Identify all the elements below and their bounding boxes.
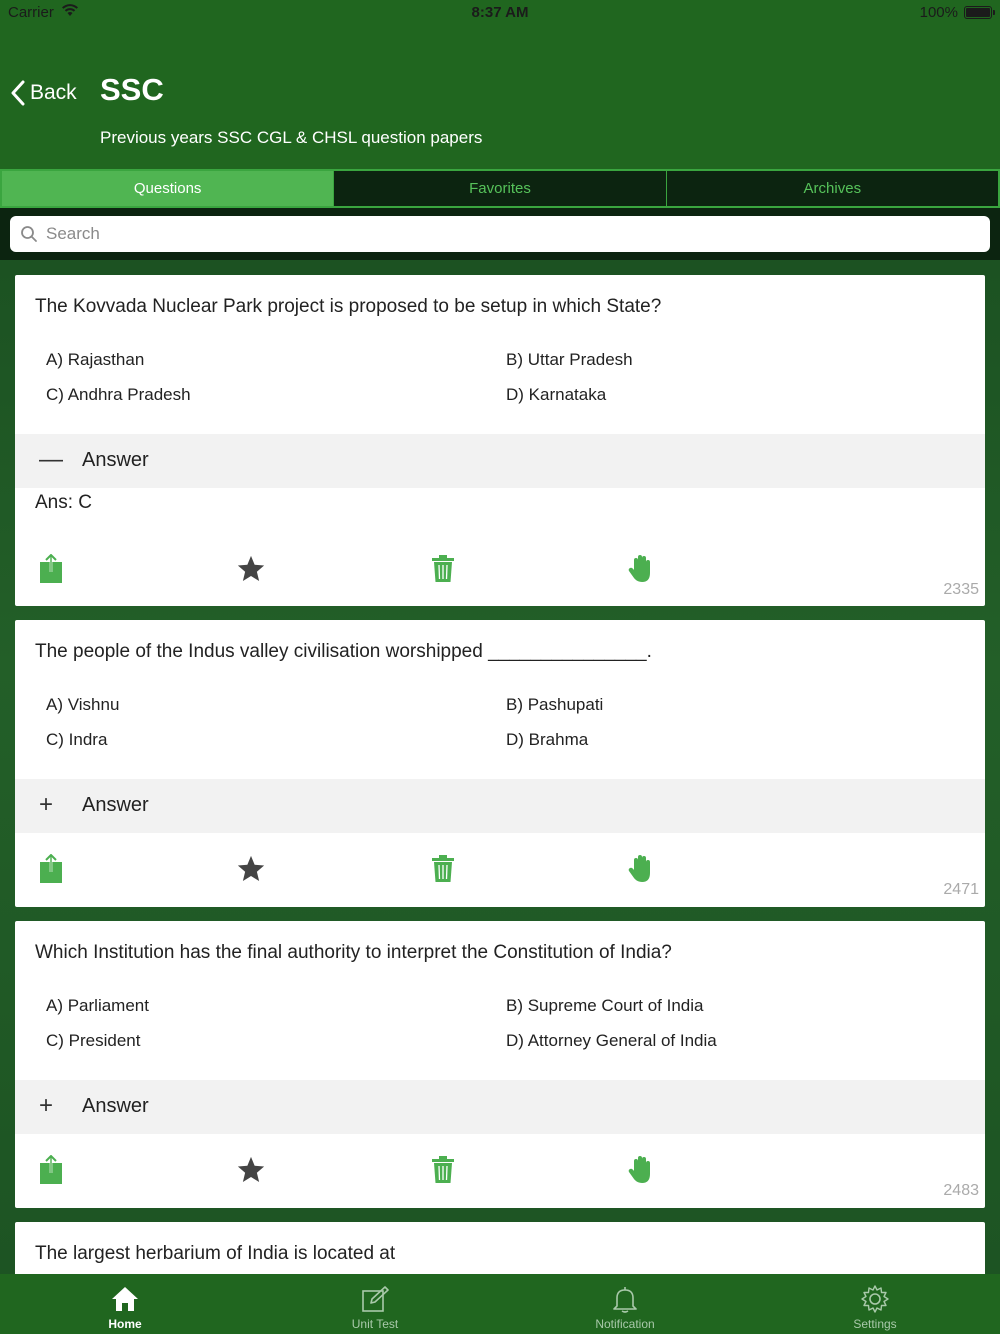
share-icon[interactable]: [36, 1155, 66, 1185]
option-a[interactable]: A) Vishnu: [46, 695, 120, 714]
tab-home-label: Home: [108, 1317, 142, 1331]
clock: 8:37 AM: [471, 4, 529, 21]
share-icon[interactable]: [36, 854, 66, 884]
edit-icon: [361, 1285, 389, 1313]
option-d[interactable]: D) Attorney General of India: [506, 1031, 717, 1050]
option-d[interactable]: D) Karnataka: [506, 385, 607, 404]
tab-home[interactable]: [0, 1274, 250, 1334]
page-title: SSC: [100, 72, 164, 107]
search-icon: [20, 225, 38, 243]
question-id: 2471: [943, 881, 979, 898]
tab-notification[interactable]: [500, 1274, 750, 1334]
question-card: [15, 1222, 985, 1274]
expand-icon: +: [39, 1092, 54, 1119]
answer-toggle[interactable]: [15, 434, 985, 488]
search-field[interactable]: [10, 216, 990, 252]
question-card: [15, 620, 985, 907]
question-text: The largest herbarium of India is located at: [35, 1243, 396, 1264]
tab-notification-label: Notification: [595, 1317, 655, 1331]
option-b[interactable]: B) Supreme Court of India: [506, 996, 704, 1015]
raise-hand-icon[interactable]: [626, 1155, 656, 1185]
answer-toggle[interactable]: [15, 779, 985, 833]
star-icon[interactable]: [236, 1155, 266, 1185]
carrier-label: Carrier: [8, 4, 54, 21]
trash-icon[interactable]: [428, 554, 458, 584]
bottom-tab-bar: [0, 1274, 1000, 1334]
raise-hand-icon[interactable]: [626, 554, 656, 584]
answer-label: Answer: [82, 449, 149, 471]
question-list[interactable]: [0, 260, 1000, 1274]
tab-settings[interactable]: [750, 1274, 1000, 1334]
home-icon: [111, 1285, 139, 1313]
option-b[interactable]: B) Uttar Pradesh: [506, 350, 633, 369]
option-c[interactable]: C) Indra: [46, 730, 108, 749]
expand-icon: +: [39, 791, 54, 818]
nav-header: [0, 26, 1000, 170]
segmented-control: [0, 169, 1000, 208]
battery-percent: 100%: [919, 4, 958, 21]
chevron-left-icon: [10, 80, 26, 106]
question-id: 2335: [943, 581, 979, 598]
question-text: The Kovvada Nuclear Park project is proposed to be setup in which State?: [35, 296, 662, 317]
tab-favorites[interactable]: Favorites: [333, 171, 665, 206]
star-icon[interactable]: [236, 854, 266, 884]
tab-archives[interactable]: Archives: [666, 171, 998, 206]
status-bar: [0, 0, 1000, 26]
question-card: [15, 921, 985, 1208]
tab-unit-test[interactable]: [250, 1274, 500, 1334]
question-card: [15, 275, 985, 606]
search-bar: [0, 208, 1000, 260]
bell-icon: [611, 1285, 639, 1313]
answer-label: Answer: [82, 1095, 149, 1117]
share-icon[interactable]: [36, 554, 66, 584]
battery-icon: [964, 6, 992, 19]
trash-icon[interactable]: [428, 854, 458, 884]
option-c[interactable]: C) Andhra Pradesh: [46, 385, 191, 404]
trash-icon[interactable]: [428, 1155, 458, 1185]
back-label: Back: [30, 81, 77, 104]
option-a[interactable]: A) Rajasthan: [46, 350, 145, 369]
option-c[interactable]: C) President: [46, 1031, 141, 1050]
collapse-icon: —: [39, 446, 63, 473]
tab-settings-label: Settings: [853, 1317, 897, 1331]
back-button[interactable]: [10, 80, 77, 106]
answer-text: Ans: C: [35, 492, 93, 513]
star-icon[interactable]: [236, 554, 266, 584]
answer-label: Answer: [82, 794, 149, 816]
option-d[interactable]: D) Brahma: [506, 730, 589, 749]
question-id: 2483: [943, 1182, 979, 1199]
answer-toggle[interactable]: [15, 1080, 985, 1134]
question-text: The people of the Indus valley civilisation worshipped _______________.: [35, 641, 652, 662]
tab-unit-test-label: Unit Test: [351, 1317, 399, 1331]
option-b[interactable]: B) Pashupati: [506, 695, 604, 714]
gear-icon: [861, 1285, 889, 1313]
search-input[interactable]: [46, 224, 946, 244]
page-subtitle: Previous years SSC CGL & CHSL question papers: [100, 128, 483, 147]
raise-hand-icon[interactable]: [626, 854, 656, 884]
tab-questions[interactable]: Questions: [2, 171, 333, 206]
question-text: Which Institution has the final authority to interpret the Constitution of India?: [35, 942, 672, 963]
option-a[interactable]: A) Parliament: [46, 996, 149, 1015]
